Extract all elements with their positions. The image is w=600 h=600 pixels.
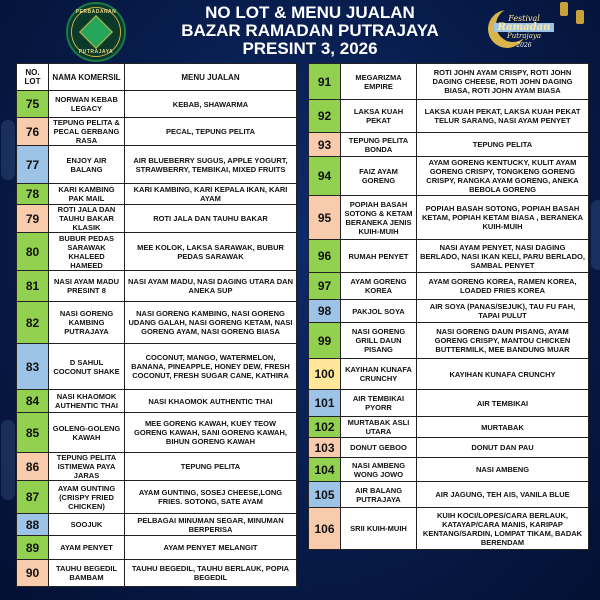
table-row <box>309 100 589 133</box>
menu-items: AYAM PENYET MELANGIT <box>125 536 297 560</box>
table-row <box>17 233 297 271</box>
commercial-name: D SAHUL COCONUT SHAKE <box>49 344 125 390</box>
header-no-lot: NO. LOT <box>17 64 49 91</box>
logo-left-top-text: PERBADANAN <box>75 9 117 15</box>
commercial-name: TEPUNG PELITA BONDA <box>341 133 417 157</box>
menu-items: MEE KOLOK, LAKSA SARAWAK, BUBUR PEDAS SARAWAK <box>125 233 297 271</box>
lot-number: 88 <box>17 514 49 536</box>
menu-items: NASI GORENG KAMBING, NASI GORENG UDANG GALAH, NASI GORENG KETAM, NASI GORENG AYAM, NASI GORENG BIASA <box>125 302 297 344</box>
table-row <box>309 438 589 458</box>
commercial-name: AYAM PENYET <box>49 536 125 560</box>
lot-number: 82 <box>17 302 49 344</box>
commercial-name: NASI KHAOMOK AUTHENTIC THAI <box>49 390 125 413</box>
commercial-name: ROTI JALA DAN TAUHU BAKAR KLASIK <box>49 205 125 233</box>
menu-table-right <box>308 63 589 550</box>
lot-number: 83 <box>17 344 49 390</box>
table-row <box>17 453 297 481</box>
table-row <box>17 390 297 413</box>
commercial-name: NORWAN KEBAB LEGACY <box>49 91 125 118</box>
table-row <box>309 273 589 300</box>
menu-items: COCONUT, MANGO, WATERMELON, BANANA, PINEAPPLE, HONEY DEW, FRESH COCONUT, FRESH SUGAR CANE, KATHIRA <box>125 344 297 390</box>
lot-number: 99 <box>309 323 341 359</box>
table-row <box>17 481 297 514</box>
commercial-name: MURTABAK ASLI UTARA <box>341 417 417 438</box>
table-row <box>309 240 589 273</box>
table-row <box>309 196 589 240</box>
commercial-name: TAUHU BEGEDIL BAMBAM <box>49 560 125 587</box>
lot-number: 105 <box>309 482 341 508</box>
table-row <box>17 536 297 560</box>
lot-number: 103 <box>309 438 341 458</box>
commercial-name: GOLENG-GOLENG KAWAH <box>49 413 125 453</box>
logo-left-bottom-text: PUTRAJAYA <box>78 49 114 55</box>
menu-items: ROTI JALA DAN TAUHU BAKAR <box>125 205 297 233</box>
table-row <box>17 205 297 233</box>
lot-number: 79 <box>17 205 49 233</box>
menu-items: AIR TEMBIKAI <box>417 390 589 417</box>
lot-number: 94 <box>309 157 341 196</box>
side-decoration <box>1 120 15 180</box>
lantern-icon <box>560 2 568 16</box>
lot-number: 91 <box>309 64 341 100</box>
table-row <box>17 184 297 205</box>
commercial-name: KAYIHAN KUNAFA CRUNCHY <box>341 359 417 390</box>
menu-items: PELBAGAI MINUMAN SEGAR, MINUMAN BERPERISA <box>125 514 297 536</box>
header-menu-jualan: MENU JUALAN <box>125 64 297 91</box>
menu-items: AYAM GORENG KOREA, RAMEN KOREA, LOADED FRIES KOREA <box>417 273 589 300</box>
commercial-name: RUMAH PENYET <box>341 240 417 273</box>
commercial-name: AIR TEMBIKAI PYORR <box>341 390 417 417</box>
table-row <box>17 560 297 587</box>
table-row <box>309 508 589 550</box>
lot-number: 92 <box>309 100 341 133</box>
lot-number: 90 <box>17 560 49 587</box>
logo-right-year: 2026 <box>516 42 532 49</box>
commercial-name: POPIAH BASAH SOTONG & KETAM BERANEKA JENIS KUIH-MUIH <box>341 196 417 240</box>
lot-number: 78 <box>17 184 49 205</box>
header <box>0 0 600 62</box>
side-decoration <box>591 200 600 270</box>
commercial-name: AYAM GUNTING (CRISPY FRIED CHICKEN) <box>49 481 125 514</box>
menu-items: MEE GORENG KAWAH, KUEY TEOW GORENG KAWAH, SANI GORENG KAWAH, BIHUN GORENG KAWAH <box>125 413 297 453</box>
commercial-name: FAIZ AYAM GORENG <box>341 157 417 196</box>
menu-items: LAKSA KUAH PEKAT, LAKSA KUAH PEKAT TELUR SARANG, NASI AYAM PENYET <box>417 100 589 133</box>
menu-items: TEPUNG PELITA <box>417 133 589 157</box>
table-row <box>17 514 297 536</box>
table-row <box>17 118 297 146</box>
commercial-name: AIR BALANG PUTRAJAYA <box>341 482 417 508</box>
title-line-1: NO LOT & MENU JUALAN <box>205 3 415 22</box>
table-row <box>309 157 589 196</box>
commercial-name: NASI AYAM MADU PRESINT 8 <box>49 271 125 302</box>
lot-number: 96 <box>309 240 341 273</box>
table-row <box>17 91 297 118</box>
menu-items: POPIAH BASAH SOTONG, POPIAH BASAH KETAM, POPIAH KETAM BIASA , BERANEKA KUIH-MUIH <box>417 196 589 240</box>
menu-items: DONUT DAN PAU <box>417 438 589 458</box>
lot-number: 104 <box>309 458 341 482</box>
menu-items: TAUHU BEGEDIL, TAUHU BERLAUK, POPIA BEGEDIL <box>125 560 297 587</box>
table-row <box>309 458 589 482</box>
commercial-name: ENJOY AIR BALANG <box>49 146 125 184</box>
commercial-name: BUBUR PEDAS SARAWAK KHALEED HAMEED <box>49 233 125 271</box>
lot-number: 102 <box>309 417 341 438</box>
menu-items: NASI AYAM PENYET, NASI DAGING BERLADO, NASI IKAN KELI, PARU BERLADO, SAMBAL PENYET <box>417 240 589 273</box>
lot-number: 84 <box>17 390 49 413</box>
menu-items: AIR JAGUNG, TEH AIS, VANILA BLUE <box>417 482 589 508</box>
menu-items: AYAM GORENG KENTUCKY, KULIT AYAM GORENG CRISPY, TONGKENG GORENG CRISPY, RANGKA AYAM GORENG, ANEKA BEBOLA GORENG <box>417 157 589 196</box>
lot-number: 75 <box>17 91 49 118</box>
side-decoration <box>1 420 15 500</box>
lot-number: 98 <box>309 300 341 323</box>
table-row <box>309 359 589 390</box>
lot-number: 87 <box>17 481 49 514</box>
commercial-name: PAKJOL SOYA <box>341 300 417 323</box>
lot-number: 77 <box>17 146 49 184</box>
commercial-name: AYAM GORENG KOREA <box>341 273 417 300</box>
menu-table-left <box>16 63 297 587</box>
commercial-name: MEGARIZMA EMPIRE <box>341 64 417 100</box>
logo-right-ramadan: Ramadan <box>494 23 554 32</box>
festival-ramadan-logo <box>478 6 552 58</box>
menu-items: KAYIHAN KUNAFA CRUNCHY <box>417 359 589 390</box>
title-line-2: BAZAR RAMADAN PUTRAJAYA <box>181 21 439 40</box>
menu-items: ROTI JOHN AYAM CRISPY, ROTI JOHN DAGING CHEESE, ROTI JOHN DAGING BIASA, ROTI JOHN AYAM BIASA <box>417 64 589 100</box>
commercial-name: TEPUNG PELITA & PECAL GERBANG RASA <box>49 118 125 146</box>
lot-number: 81 <box>17 271 49 302</box>
menu-items: AYAM GUNTING, SOSEJ CHEESE,LONG FRIES. SOTONG, SATE AYAM <box>125 481 297 514</box>
menu-items: TEPUNG PELITA <box>125 453 297 481</box>
menu-items: PECAL, TEPUNG PELITA <box>125 118 297 146</box>
menu-items: NASI AYAM MADU, NASI DAGING UTARA DAN ANEKA SUP <box>125 271 297 302</box>
table-row <box>309 417 589 438</box>
commercial-name: TEPUNG PELITA ISTIMEWA PAYA JARAS <box>49 453 125 481</box>
lot-number: 97 <box>309 273 341 300</box>
commercial-name: LAKSA KUAH PEKAT <box>341 100 417 133</box>
menu-items: AIR BLUEBERRY SUGUS, APPLE YOGURT, STRAWBERRY, TEMBIKAI, MIXED FRUITS <box>125 146 297 184</box>
commercial-name: NASI GORENG KAMBING PUTRAJAYA <box>49 302 125 344</box>
lot-number: 85 <box>17 413 49 453</box>
table-row <box>309 64 589 100</box>
commercial-name: SOOJUK <box>49 514 125 536</box>
lot-number: 80 <box>17 233 49 271</box>
lot-number: 89 <box>17 536 49 560</box>
table-row <box>309 482 589 508</box>
menu-items: KUIH KOCI/LOPES/CARA BERLAUK, KATAYAP/CARA MANIS, KARIPAP KENTANG/SARDIN, LOMPAT TIKAM, BADAK BERENDAM <box>417 508 589 550</box>
table-row <box>17 413 297 453</box>
table-row <box>17 146 297 184</box>
perbadanan-putrajaya-logo <box>66 2 126 62</box>
lot-number: 93 <box>309 133 341 157</box>
commercial-name: NASI GORENG GRILL DAUN PISANG <box>341 323 417 359</box>
lantern-icon <box>576 10 584 24</box>
table-row <box>17 344 297 390</box>
logo-right-festival: Festival <box>508 14 540 23</box>
commercial-name: NASI AMBENG WONG JOWO <box>341 458 417 482</box>
lot-number: 95 <box>309 196 341 240</box>
table-row <box>309 323 589 359</box>
lot-number: 106 <box>309 508 341 550</box>
menu-items: NASI GORENG DAUN PISANG, AYAM GORENG CRISPY, MANTOU CHICKEN BUTTERMILK, MEE BANDUNG MUAR <box>417 323 589 359</box>
menu-items: AIR SOYA (PANAS/SEJUK), TAU FU FAH, TAPAI PULUT <box>417 300 589 323</box>
menu-items: KEBAB, SHAWARMA <box>125 91 297 118</box>
menu-items: KARI KAMBING, KARI KEPALA IKAN, KARI AYAM <box>125 184 297 205</box>
menu-items: MURTABAK <box>417 417 589 438</box>
lot-number: 101 <box>309 390 341 417</box>
menu-items: NASI AMBENG <box>417 458 589 482</box>
header-nama-komersil: NAMA KOMERSIL <box>49 64 125 91</box>
lot-number: 86 <box>17 453 49 481</box>
table-row <box>17 271 297 302</box>
commercial-name: KARI KAMBING PAK MAIL <box>49 184 125 205</box>
table-row <box>309 300 589 323</box>
table-row <box>309 133 589 157</box>
title-line-3: PRESINT 3, 2026 <box>242 39 378 58</box>
commercial-name: SRII KUIH-MUIH <box>341 508 417 550</box>
table-header-row <box>17 64 297 91</box>
lot-number: 76 <box>17 118 49 146</box>
table-row <box>17 302 297 344</box>
menu-items: NASI KHAOMOK AUTHENTIC THAI <box>125 390 297 413</box>
commercial-name: DONUT GEBOO <box>341 438 417 458</box>
logo-right-putrajaya: Putrajaya <box>506 32 542 40</box>
lot-number: 100 <box>309 359 341 390</box>
table-row <box>309 390 589 417</box>
